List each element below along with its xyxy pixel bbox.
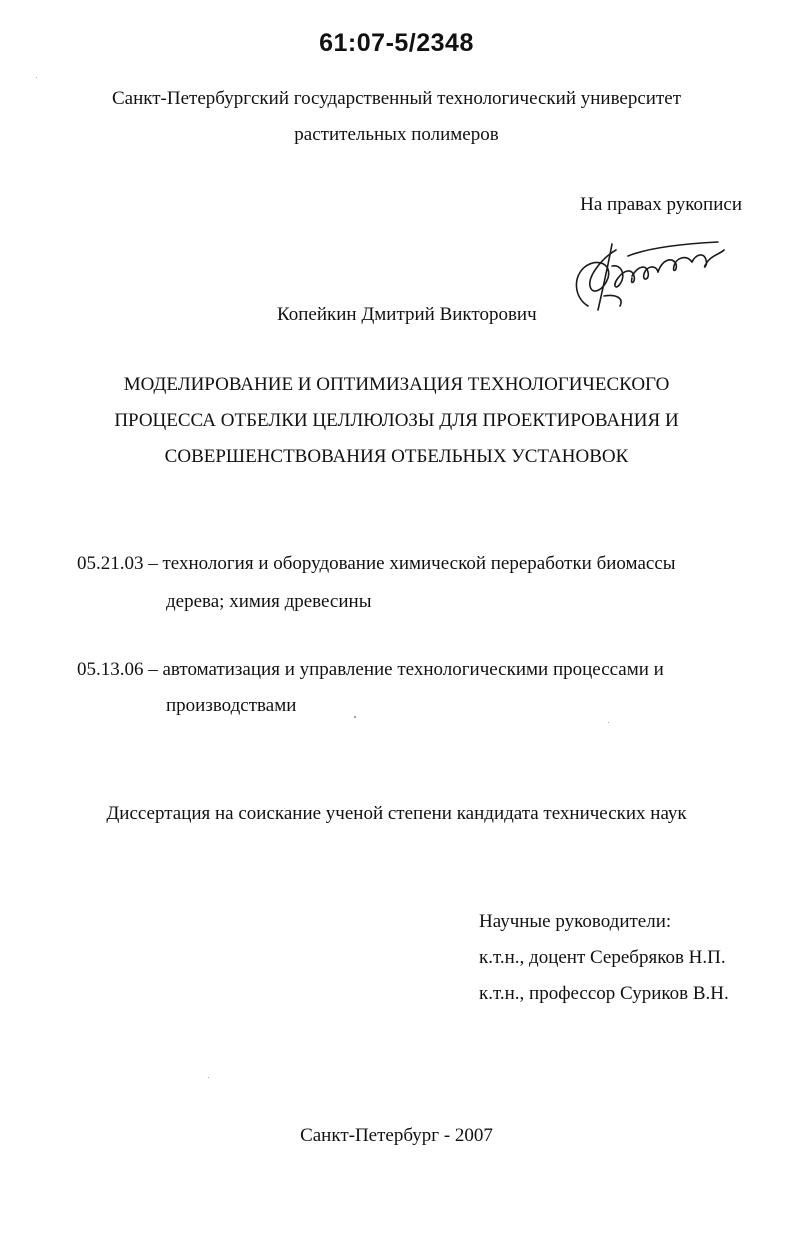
thesis-title-line: МОДЕЛИРОВАНИЕ И ОПТИМИЗАЦИЯ ТЕХНОЛОГИЧЕСКОГО [123,374,670,395]
scan-speck [608,722,609,723]
author-name: Копейкин Дмитрий Викторович [277,304,537,325]
thesis-title-line: ПРОЦЕССА ОТБЕЛКИ ЦЕЛЛЮЛОЗЫ ДЛЯ ПРОЕКТИРОВАНИЯ И [114,410,679,431]
supervisor-item: к.т.н., профессор Суриков В.Н. [479,983,729,1004]
manuscript-rights-note: На правах рукописи [580,194,742,215]
thesis-title-line: СОВЕРШЕНСТВОВАНИЯ ОТБЕЛЬНЫХ УСТАНОВОК [164,446,629,467]
university-name-line-2: растительных полимеров [294,124,499,145]
catalog-number: 61:07-5/2348 [319,29,474,57]
specialty-1-line-1: 05.21.03 – технология и оборудование химической переработки биомассы [77,553,676,574]
supervisors-heading: Научные руководители: [479,911,672,932]
city-and-year: Санкт-Петербург - 2007 [300,1125,493,1146]
specialty-2-line-1: 05.13.06 – автоматизация и управление технологическими процессами и [77,659,664,680]
scan-speck [208,1077,209,1078]
supervisor-item: к.т.н., доцент Серебряков Н.П. [479,947,726,968]
university-name-line-1: Санкт-Петербургский государственный технологический университет [111,88,682,109]
degree-statement: Диссертация на соискание ученой степени кандидата технических наук [106,803,687,824]
specialty-1-line-2: дерева; химия древесины [166,591,372,612]
author-signature [568,236,730,314]
specialty-2-line-2: производствами [166,695,297,716]
scan-speck [354,716,356,718]
thesis-title [60,367,733,475]
scan-speck [36,77,37,78]
